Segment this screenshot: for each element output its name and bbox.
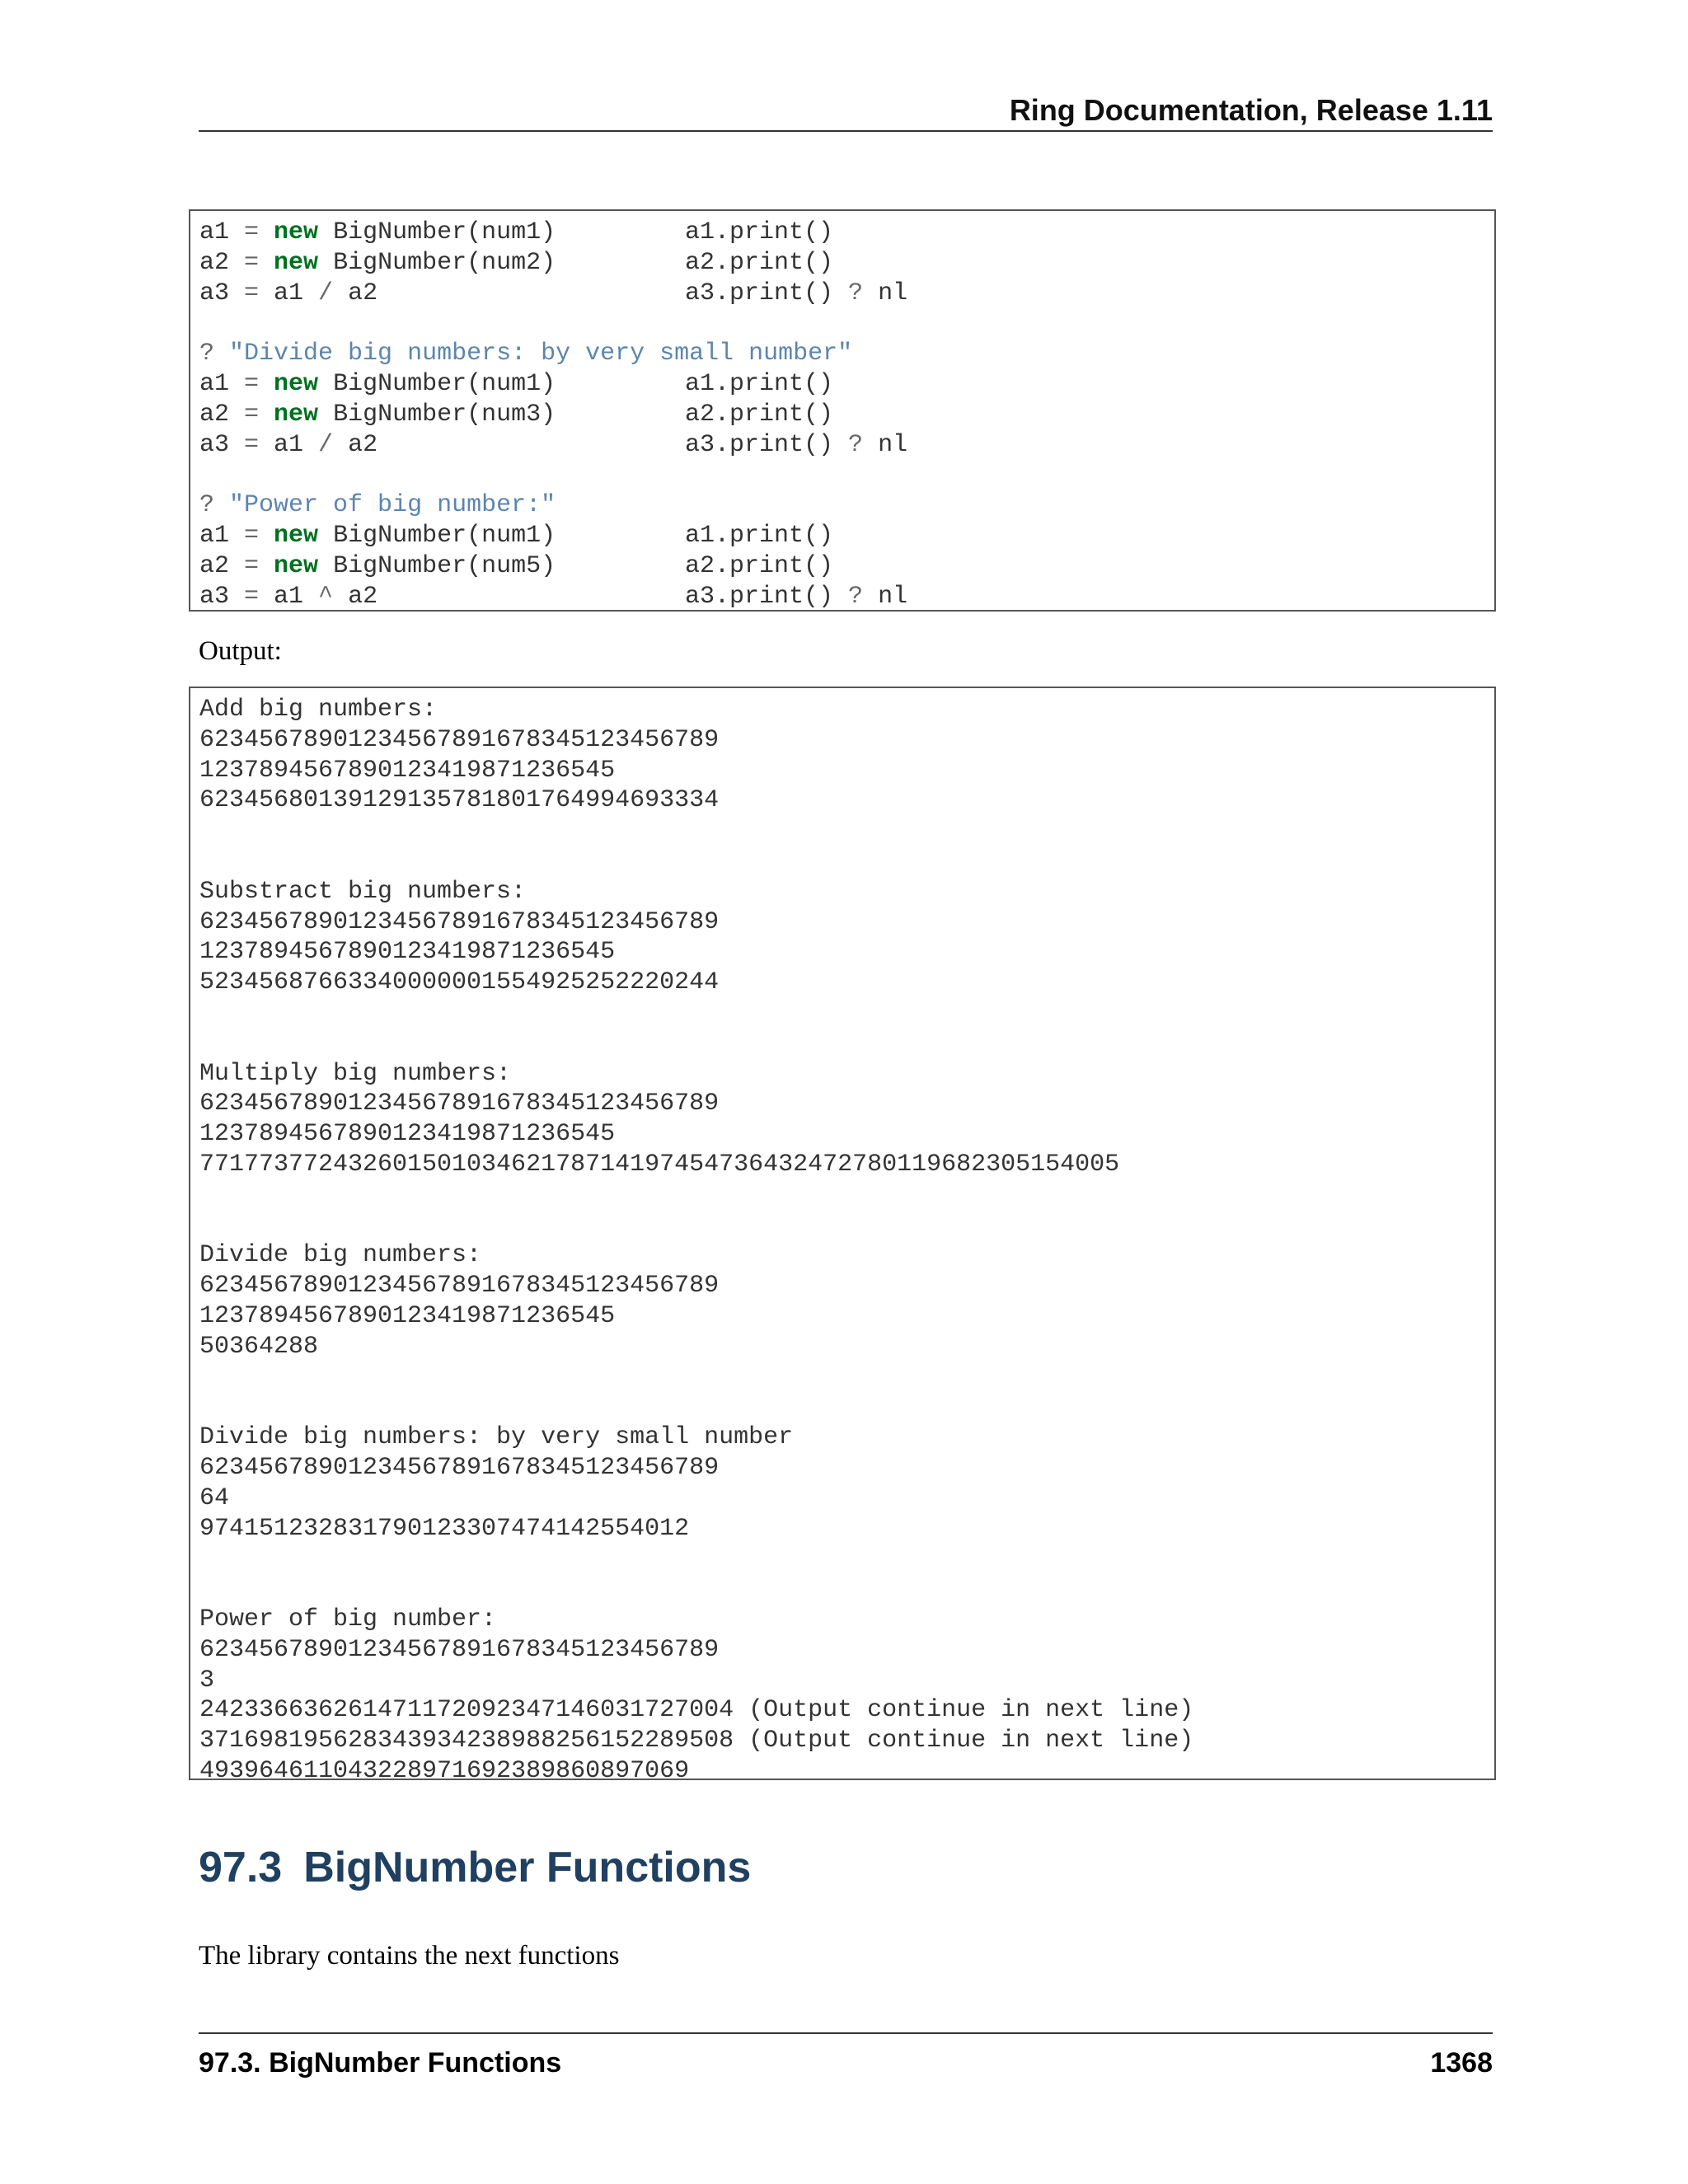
code-keyword: new	[274, 369, 319, 398]
output-line	[199, 1392, 1494, 1422]
output-line: Divide big numbers: by very small number	[199, 1423, 794, 1452]
code-token: a2	[199, 551, 245, 580]
output-line: Add big numbers:	[199, 696, 438, 724]
code-token	[259, 401, 274, 429]
code-token	[259, 370, 274, 398]
code-print-call: a3.print() ? nl	[685, 430, 908, 459]
output-line: 62345678901234567891678345123456789	[199, 1090, 720, 1118]
output-line	[199, 816, 1494, 846]
code-print-call: a3.print() ? nl	[685, 279, 908, 307]
output-line: 52345687663340000001554925252220244	[199, 968, 720, 997]
output-line: 62345678901234567891678345123456789	[199, 1453, 720, 1482]
section-heading	[199, 1841, 751, 1894]
code-token: BigNumber(num1)	[318, 369, 556, 398]
code-token: =	[244, 430, 260, 459]
code-token: BigNumber(num2)	[318, 248, 556, 277]
code-print-call: a2.print()	[685, 400, 834, 429]
output-line	[199, 1362, 1494, 1393]
code-token: =	[244, 582, 260, 611]
code-token: BigNumber(num1)	[318, 218, 556, 246]
code-token: a2	[333, 430, 378, 459]
code-token: =	[244, 369, 260, 398]
code-token: =	[244, 218, 260, 246]
code-print-call: a2.print()	[685, 551, 834, 580]
code-keyword: new	[274, 521, 319, 550]
output-line: 62345678901234567891678345123456789	[199, 1635, 720, 1664]
code-token: a3	[199, 279, 245, 307]
code-keyword: new	[274, 248, 319, 277]
output-line: 1237894567890123419871236545	[199, 938, 616, 967]
code-line	[199, 369, 1494, 400]
code-token: =	[244, 248, 260, 277]
code-token: /	[318, 430, 334, 459]
code-token: a1	[199, 218, 245, 246]
code-token: a1	[259, 279, 319, 307]
output-line: Power of big number:	[199, 1605, 497, 1633]
code-token	[214, 491, 229, 519]
code-token	[259, 249, 274, 277]
section-title: BigNumber Functions	[303, 1844, 752, 1891]
code-token	[259, 522, 274, 550]
output-line: 62345678901234567891678345123456789	[199, 907, 720, 936]
code-token: BigNumber(num5)	[318, 551, 556, 580]
output-line: 4939646110432289716923898608970​69	[199, 1756, 690, 1785]
code-print-call: a1.print()	[685, 369, 834, 398]
code-string: "Divide big numbers: by very small number"	[229, 340, 853, 368]
code-keyword: new	[274, 218, 319, 246]
output-line	[199, 1544, 1494, 1574]
output-line: Multiply big numbers:	[199, 1059, 512, 1088]
page-header	[199, 91, 1493, 132]
code-print-call: a1.print()	[685, 218, 834, 246]
code-token: a1	[259, 582, 319, 611]
output-line	[199, 1211, 1494, 1241]
code-line	[199, 400, 1494, 430]
output-line: 242336636261471172092347146031727004 (Output continue in next line)	[199, 1696, 1194, 1725]
output-line: 371698195628343934238988256152289508 (Output continue in next line)	[199, 1727, 1194, 1755]
code-token: ?	[199, 340, 215, 368]
output-line: Divide big numbers:	[199, 1241, 482, 1270]
code-token: a1	[199, 369, 245, 398]
code-token: =	[244, 551, 260, 580]
code-token: a1	[199, 521, 245, 550]
code-token: /	[318, 279, 334, 307]
output-line	[199, 1574, 1494, 1605]
output-line: 77177377243260150103462178714197454736432472780119682305154005	[199, 1150, 1120, 1179]
code-block	[189, 209, 1496, 612]
output-line: 50364288	[199, 1332, 319, 1361]
output-line: 62345678901234567891678345123456789	[199, 1272, 720, 1301]
code-print-call: a2.print()	[685, 248, 834, 277]
code-print-call: a3.print() ? nl	[685, 582, 908, 611]
code-token	[259, 552, 274, 580]
code-token: =	[244, 279, 260, 307]
code-line	[199, 551, 1494, 582]
code-token: a2	[333, 279, 378, 307]
output-line	[199, 1029, 1494, 1059]
output-line: 62345678901234567891678345123456789	[199, 725, 720, 754]
page-number: 1368	[1430, 2047, 1493, 2079]
code-string: "Power of big number:"	[229, 491, 556, 520]
page-footer	[199, 2032, 1493, 2080]
code-token: a2	[199, 400, 245, 429]
output-line: 1237894567890123419871236545	[199, 1301, 616, 1330]
code-token: a1	[259, 430, 319, 459]
code-line	[199, 460, 1494, 490]
output-line: 3	[199, 1666, 215, 1694]
code-token	[214, 340, 229, 368]
code-line	[199, 430, 1494, 461]
code-line	[199, 218, 1494, 248]
code-token: =	[244, 521, 260, 550]
output-line	[199, 998, 1494, 1029]
output-line	[199, 1180, 1494, 1211]
code-keyword: new	[274, 400, 319, 429]
code-line	[199, 248, 1494, 279]
output-block	[189, 687, 1496, 1785]
output-label: Output:	[199, 636, 282, 666]
output-line: 1237894567890123419871236545	[199, 756, 616, 785]
code-token: a3	[199, 430, 245, 459]
code-line	[199, 339, 1494, 369]
code-token: ^	[318, 582, 334, 611]
code-print-call: a1.print()	[685, 521, 834, 550]
document-title: Ring Documentation, Release 1.11	[1009, 93, 1493, 127]
code-line	[199, 582, 1494, 612]
code-token	[259, 218, 274, 246]
code-token: a3	[199, 582, 245, 611]
output-line: 974151232831790123307474142554012	[199, 1514, 690, 1543]
code-line	[199, 490, 1494, 521]
output-line: 62345680139129135781801764994693334	[199, 786, 720, 815]
output-line: 1237894567890123419871236545	[199, 1120, 616, 1149]
output-line: Substract big numbers:	[199, 877, 527, 906]
code-token: a2	[333, 582, 378, 611]
output-line: 64	[199, 1483, 230, 1512]
footer-section-title: 97.3. BigNumber Functions	[199, 2047, 562, 2079]
body-paragraph: The library contains the next functions	[199, 1941, 620, 1971]
code-line	[199, 521, 1494, 551]
code-token: =	[244, 400, 260, 429]
code-token: BigNumber(num3)	[318, 400, 556, 429]
code-line	[199, 308, 1494, 339]
code-token: BigNumber(num1)	[318, 521, 556, 550]
section-number: 97.3	[199, 1844, 283, 1891]
code-line	[199, 279, 1494, 309]
code-token: ?	[199, 491, 215, 520]
code-token: a2	[199, 248, 245, 277]
code-keyword: new	[274, 551, 319, 580]
output-line	[199, 846, 1494, 877]
